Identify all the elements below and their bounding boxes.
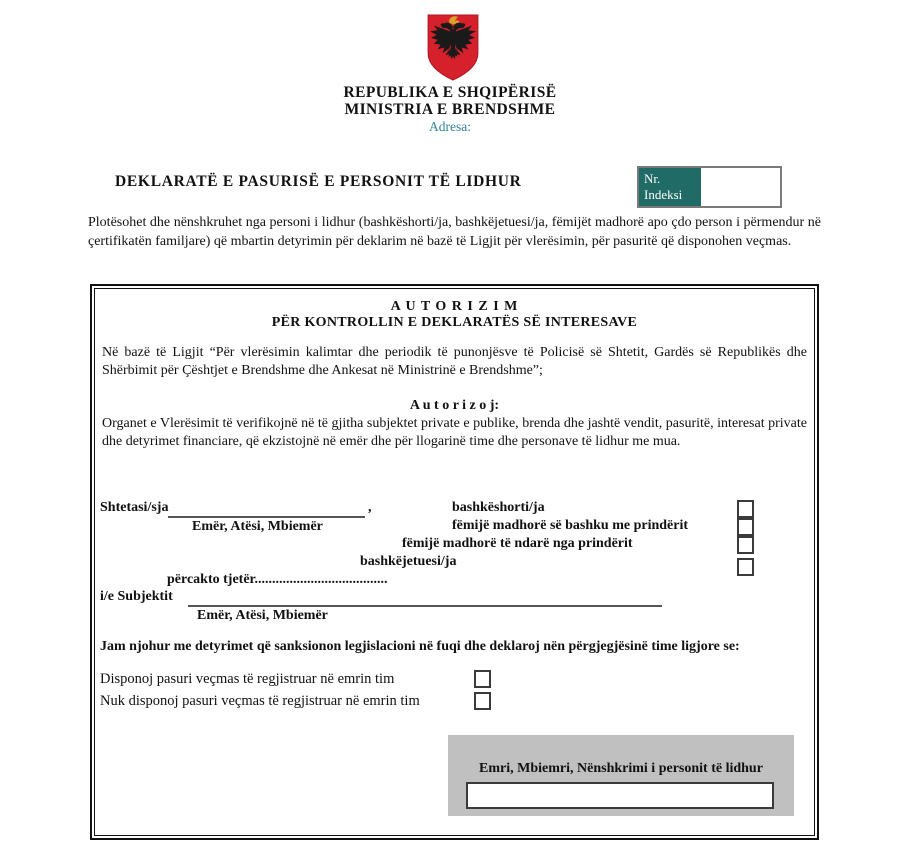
declaration-option-own: Disponoj pasuri veçmas të regjistruar në emrin tim (100, 671, 395, 687)
ministry-name: MINISTRIA E BRENDSHME (344, 101, 556, 118)
checkbox-disponoj[interactable] (474, 670, 491, 688)
option-label-femije-bashku: fëmijë madhorë së bashku me prindërit (452, 518, 689, 533)
citizen-comma: , (368, 500, 372, 515)
address-label: Adresa: (429, 119, 471, 134)
citizen-label: Shtetasi/sja (100, 500, 169, 515)
checkbox-bashkejetuesi[interactable] (737, 558, 754, 576)
declaration-lead: Jam njohur me detyrimet që sanksionon legjislacioni në fuqi dhe deklaroj nën përgjegjësinë time ligjore se: (100, 639, 740, 654)
citizen-hint: Emër, Atësi, Mbiemër (192, 519, 323, 534)
index-number-box (637, 166, 782, 208)
authorization-heading: A U T O R I Z I M (390, 299, 519, 314)
option-label-bashkejetuesi: bashkëjetuesi/ja (360, 554, 457, 569)
authorize-heading: A u t o r i z o j: (409, 398, 500, 413)
index-number-field[interactable] (701, 168, 780, 206)
checkbox-femije-bashku[interactable] (737, 518, 754, 536)
albania-coat-of-arms-icon (424, 13, 482, 82)
option-label-femije-ndare: fëmijë madhorë të ndarë nga prindërit (402, 536, 633, 551)
document-title: DEKLARATË E PASURISË E PERSONIT TË LIDHUR (115, 173, 522, 190)
republic-name: REPUBLIKA E SHQIPËRISË (343, 84, 557, 101)
checkbox-femije-ndare[interactable] (737, 536, 754, 554)
authorize-paragraph: Organet e Vlerësimit të verifikojnë në të gjitha subjektet private e publike, brenda dhe jashtë vendit, pasuritë, interesat private dhe detyrimet financiare, që ekzistojnë në emër dhe për llogarinë time dhe personave të lidhur me mua. (102, 416, 807, 450)
signature-label: Emri, Mbiemri, Nënshkrimi i personit të lidhur (479, 761, 763, 776)
legal-basis-paragraph: Në bazë të Ligjit “Për vlerësimin kalimtar dhe periodik të punonjësve të Policisë së Shtetit, Gardës së Republikës dhe Shërbimit për Çështjet e Brendshme dhe Ankesat në Ministrinë e Brendshme”; (102, 345, 807, 378)
subject-hint: Emër, Atësi, Mbiemër (197, 608, 328, 623)
index-label-line2: Indeksi (644, 187, 683, 203)
subject-label: i/e Subjektit (100, 589, 173, 604)
signature-area (448, 735, 794, 816)
authorization-subheading: PËR KONTROLLIN E DEKLARATËS SË INTERESAVE (271, 315, 638, 330)
checkbox-bashkeshorti[interactable] (737, 500, 754, 518)
signature-field[interactable] (466, 782, 774, 809)
declaration-option-not-own: Nuk disponoj pasuri veçmas të regjistruar në emrin tim (100, 693, 420, 709)
subject-name-field[interactable] (188, 589, 662, 607)
option-label-bashkeshorti: bashkëshorti/ja (452, 500, 545, 515)
citizen-name-field[interactable] (168, 500, 365, 518)
other-option-label[interactable]: përcakto tjetër...................................... (167, 572, 388, 587)
index-label-line1: Nr. (644, 171, 661, 186)
index-number-label (639, 168, 701, 206)
authorization-box (90, 284, 819, 840)
checkbox-nuk-disponoj[interactable] (474, 692, 491, 710)
intro-paragraph: Plotësohet dhe nënshkruhet nga personi i lidhur (bashkëshorti/ja, bashkëjetuesi/ja, fëmijët madhorë apo çdo person i përmendur në çertifikatën familjare) që mbartin detyrimin për deklarim në bazë të Ligjit për vlerësimin, për pasuritë që disponohen veçmas. (88, 215, 821, 249)
